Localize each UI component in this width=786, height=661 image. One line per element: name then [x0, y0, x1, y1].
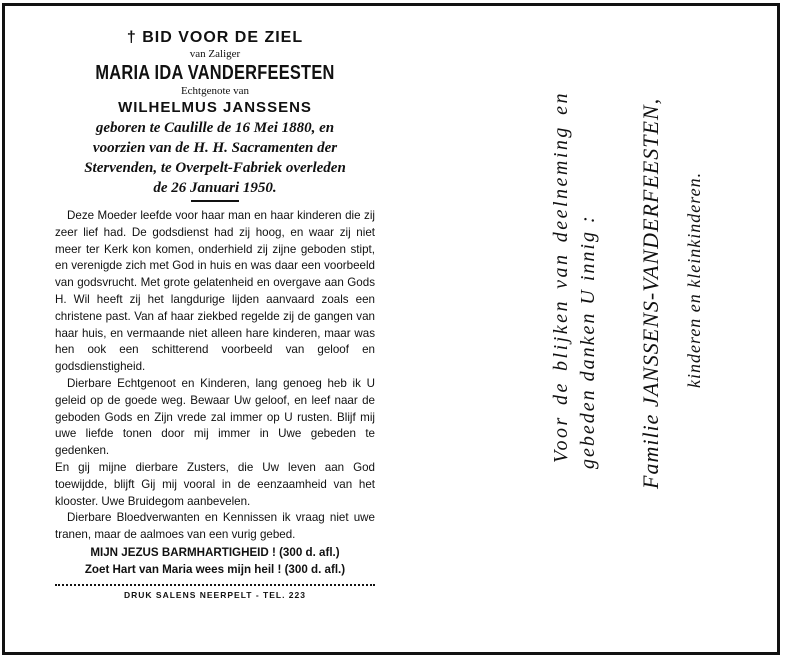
printer-credit: DRUK SALENS NEERPELT - TEL. 223	[124, 589, 306, 600]
dotted-divider	[55, 584, 375, 586]
born-line-2: voorzien van de H. H. Sacramenten der	[92, 140, 338, 156]
deceased-name: MARIA IDA VANDERFEESTEN	[95, 62, 335, 84]
paragraph: Dierbare Echtgenoot en Kinderen, lang genoeg heb ik U geleid op de goede weg. Bewaar Uw geloof, en leef naar de geboden Gods en Zijn vrede zal immer op U rusten. Blijf mij uwe liefde tonen door mij immer in Uwe gebeden te gedenken.	[55, 376, 375, 458]
body-text	[55, 208, 375, 544]
born-line-4: de 26 Januari 1950.	[153, 180, 277, 196]
memorial-card-frame	[2, 3, 780, 655]
family-name: Familie JANSSENS-VANDERFEESTEN,	[638, 97, 663, 489]
thanks-line-2: gebeden danken U innig :	[577, 214, 599, 469]
invocation-2: Zoet Hart van Maria wees mijn heil ! (300 d. afl.)	[84, 562, 346, 576]
memorial-text-column	[55, 24, 375, 600]
van-zaliger: van Zaliger	[189, 48, 241, 60]
invocation-1: MIJN JEZUS BARMHARTIGHEID ! (300 d. afl.)	[90, 545, 340, 559]
spouse-name: WILHELMUS JANSSENS	[118, 99, 312, 116]
born-line-3: Stervenden, te Overpelt-Fabriek overleden	[84, 160, 346, 176]
paragraph: Deze Moeder leefde voor haar man en haar kinderen die zij zeer lief had. De godsdienst had zij hoog, en waar zij niet meer ter Kerk kon komen, onderhield zij zijne geboden stipt, en verenigde zich met God in huis en was daar een voorbeeld van godsvrucht. Met grote gelatenheid en overgave aan Gods H. Wil heeft zij het langdurige lijden aanvaard zoals een christene past. Van af haar ziekbed regelde zij de gangen van haar huis, en vermaande niet alleen hare kinderen, maar was hen ook een schitterend voorbeeld van geloof en godsdienstigheid.	[55, 209, 375, 374]
family-subtitle: kinderen en kleinkinderen.	[684, 171, 704, 388]
paragraph: En gij mijne dierbare Zusters, die Uw leven aan God toewijdde, blijft Gij mij vooral in de eenzaamheid van het klooster. Uwe Bruidegom aanbevelen.	[55, 460, 375, 508]
divider	[191, 200, 239, 202]
paragraph: Dierbare Bloedverwanten en Kennissen ik vraag niet uwe tranen, maar de aalmoes van een vurig gebed.	[55, 511, 375, 542]
spouse-label: Echtgenote van	[180, 85, 250, 97]
heading: † BID VOOR DE ZIEL	[126, 29, 304, 46]
thanks-line-1: Voor de blijken van deelneming en	[550, 91, 572, 463]
born-line-1: geboren te Caulille de 16 Mei 1880, en	[95, 120, 335, 136]
